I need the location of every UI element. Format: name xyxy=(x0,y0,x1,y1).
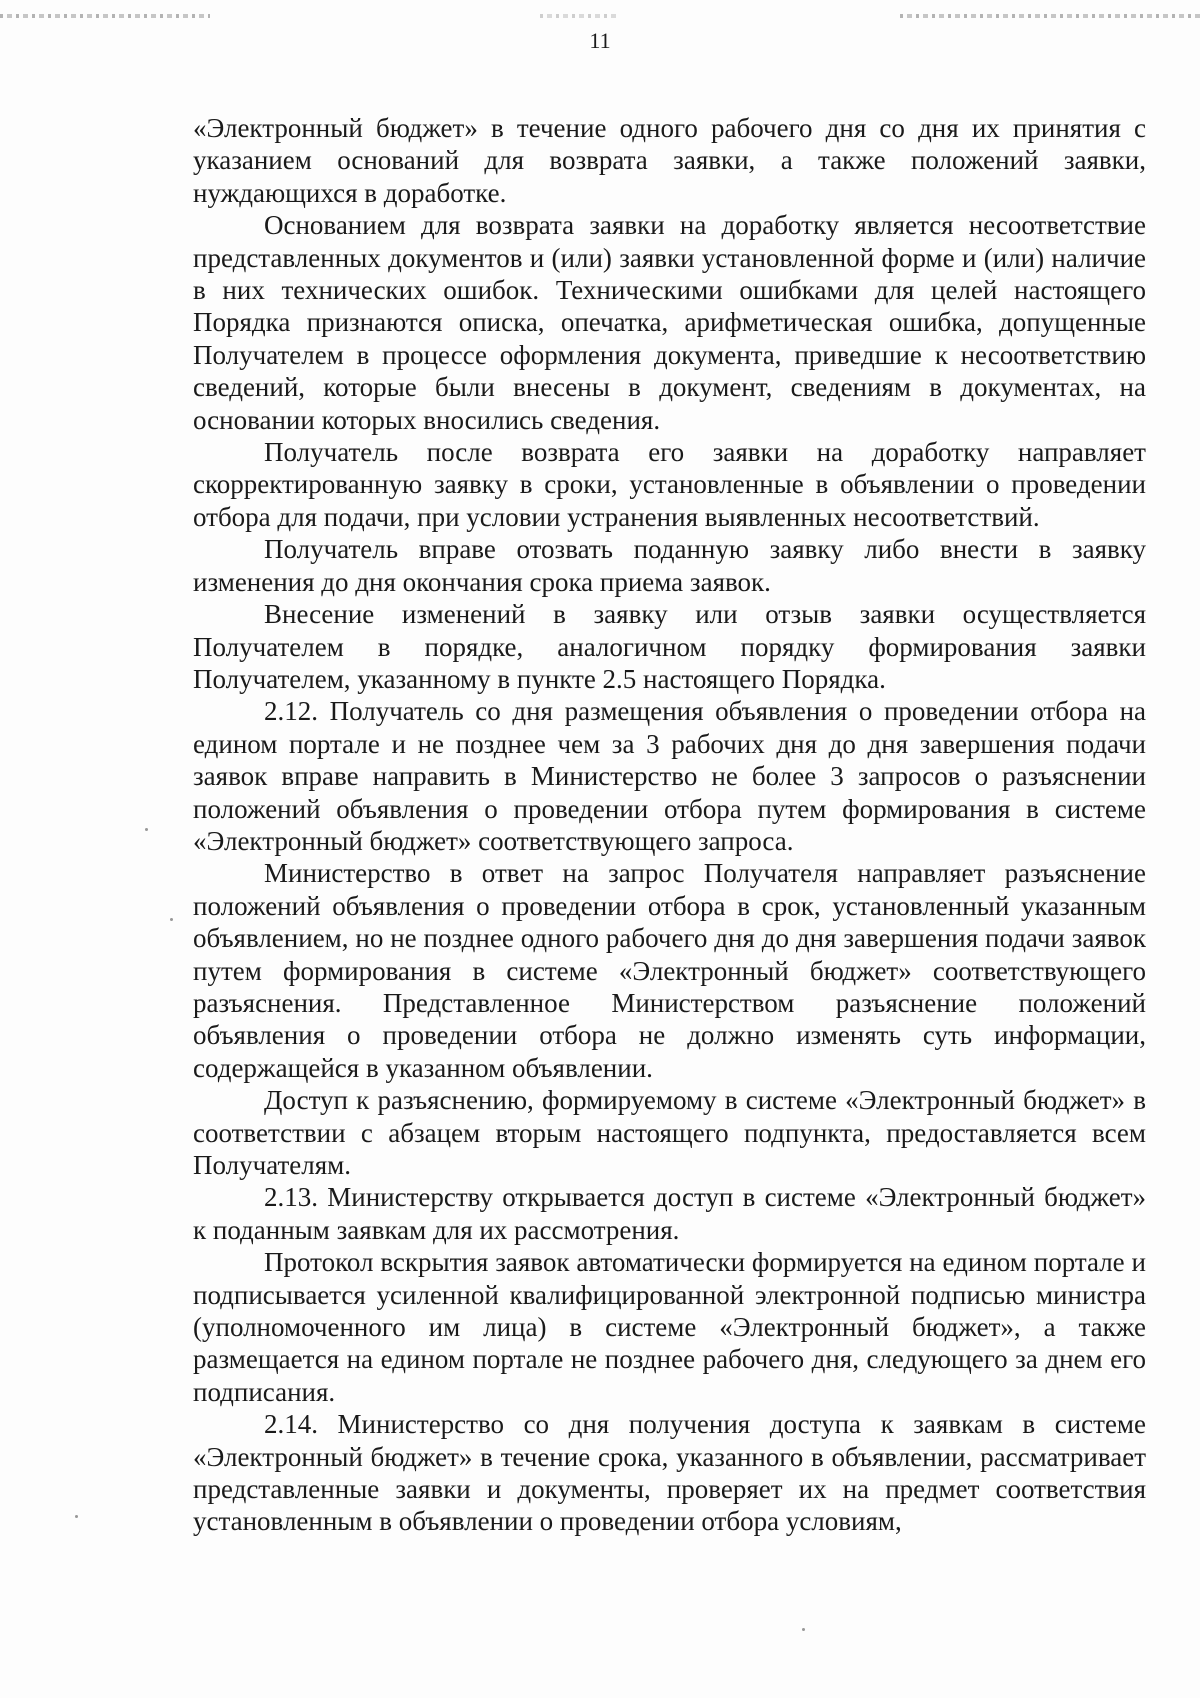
document-body xyxy=(193,112,1146,1538)
paragraph: Доступ к разъяснению, формируемому в системе «Электронный бюджет» в соответствии с абзацем вторым настоящего подпункта, предоставляется всем Получателям. xyxy=(193,1085,1146,1180)
paragraph: 2.13. Министерству открывается доступ в системе «Электронный бюджет» к поданным заявкам для их рассмотрения. xyxy=(193,1182,1146,1245)
paragraph: Внесение изменений в заявку или отзыв заявки осуществляется Получателем в порядке, аналогичном порядку формирования заявки Получателем, указанному в пункте 2.5 настоящего Порядка. xyxy=(193,599,1146,694)
paragraph: Получатель вправе отозвать поданную заявку либо внести в заявку изменения до дня окончания срока приема заявок. xyxy=(193,534,1146,597)
scan-speck xyxy=(145,828,148,831)
paragraph: Министерство в ответ на запрос Получателя направляет разъяснение положений объявления о проведении отбора в срок, установленный указанным объявлением, но не позднее одного рабочего дня до дня завершения подачи заявок путем формирования в системе «Электронный бюджет» соответствующего разъяснения. Представленное Министерством разъяснение положений объявления о проведении отбора не должно изменять суть информации, содержащейся в указанном объявлении. xyxy=(193,858,1146,1083)
scan-edge-artifact xyxy=(540,14,620,18)
paragraph: «Электронный бюджет» в течение одного рабочего дня со дня их принятия с указанием оснований для возврата заявки, а также положений заявки, нуждающихся в доработке. xyxy=(193,113,1146,208)
scan-edge-artifact xyxy=(0,14,210,18)
paragraph: 2.12. Получатель со дня размещения объявления о проведении отбора на едином портале и не позднее чем за 3 рабочих дня до дня завершения подачи заявок вправе направить в Министерство не более 3 запросов о разъяснении положений объявления о проведении отбора путем формирования в системе «Электронный бюджет» соответствующего запроса. xyxy=(193,696,1146,856)
scan-speck xyxy=(170,918,173,921)
scan-speck xyxy=(802,1628,805,1631)
paragraph: 2.14. Министерство со дня получения доступа к заявкам в системе «Электронный бюджет» в течение срока, указанного в объявлении, рассматривает представленные заявки и документы, проверяет их на предмет соответствия установленным в объявлении о проведении отбора условиям, xyxy=(193,1409,1146,1537)
scan-speck xyxy=(75,1515,78,1518)
paragraph: Протокол вскрытия заявок автоматически формируется на едином портале и подписывается усиленной квалифицированной электронной подписью министра (уполномоченного им лица) в системе «Электронный бюджет», а также размещается на едином портале не позднее рабочего дня, следующего за днем его подписания. xyxy=(193,1247,1146,1407)
page-number: 11 xyxy=(589,28,611,53)
paragraph: Получатель после возврата его заявки на доработку направляет скорректированную заявку в сроки, установленные в объявлении о проведении отбора для подачи, при условии устранения выявленных несоответствий. xyxy=(193,437,1146,532)
scan-edge-artifact xyxy=(900,14,1200,18)
paragraph: Основанием для возврата заявки на доработку является несоответствие представленных документов и (или) заявки установленной форме и (или) наличие в них технических ошибок. Техническими ошибками для целей настоящего Порядка признаются описка, опечатка, арифметическая ошибка, допущенные Получателем в процессе оформления документа, приведшие к несоответствию сведений, которые были внесены в документ, сведениям в документах, на основании которых вносились сведения. xyxy=(193,210,1146,435)
